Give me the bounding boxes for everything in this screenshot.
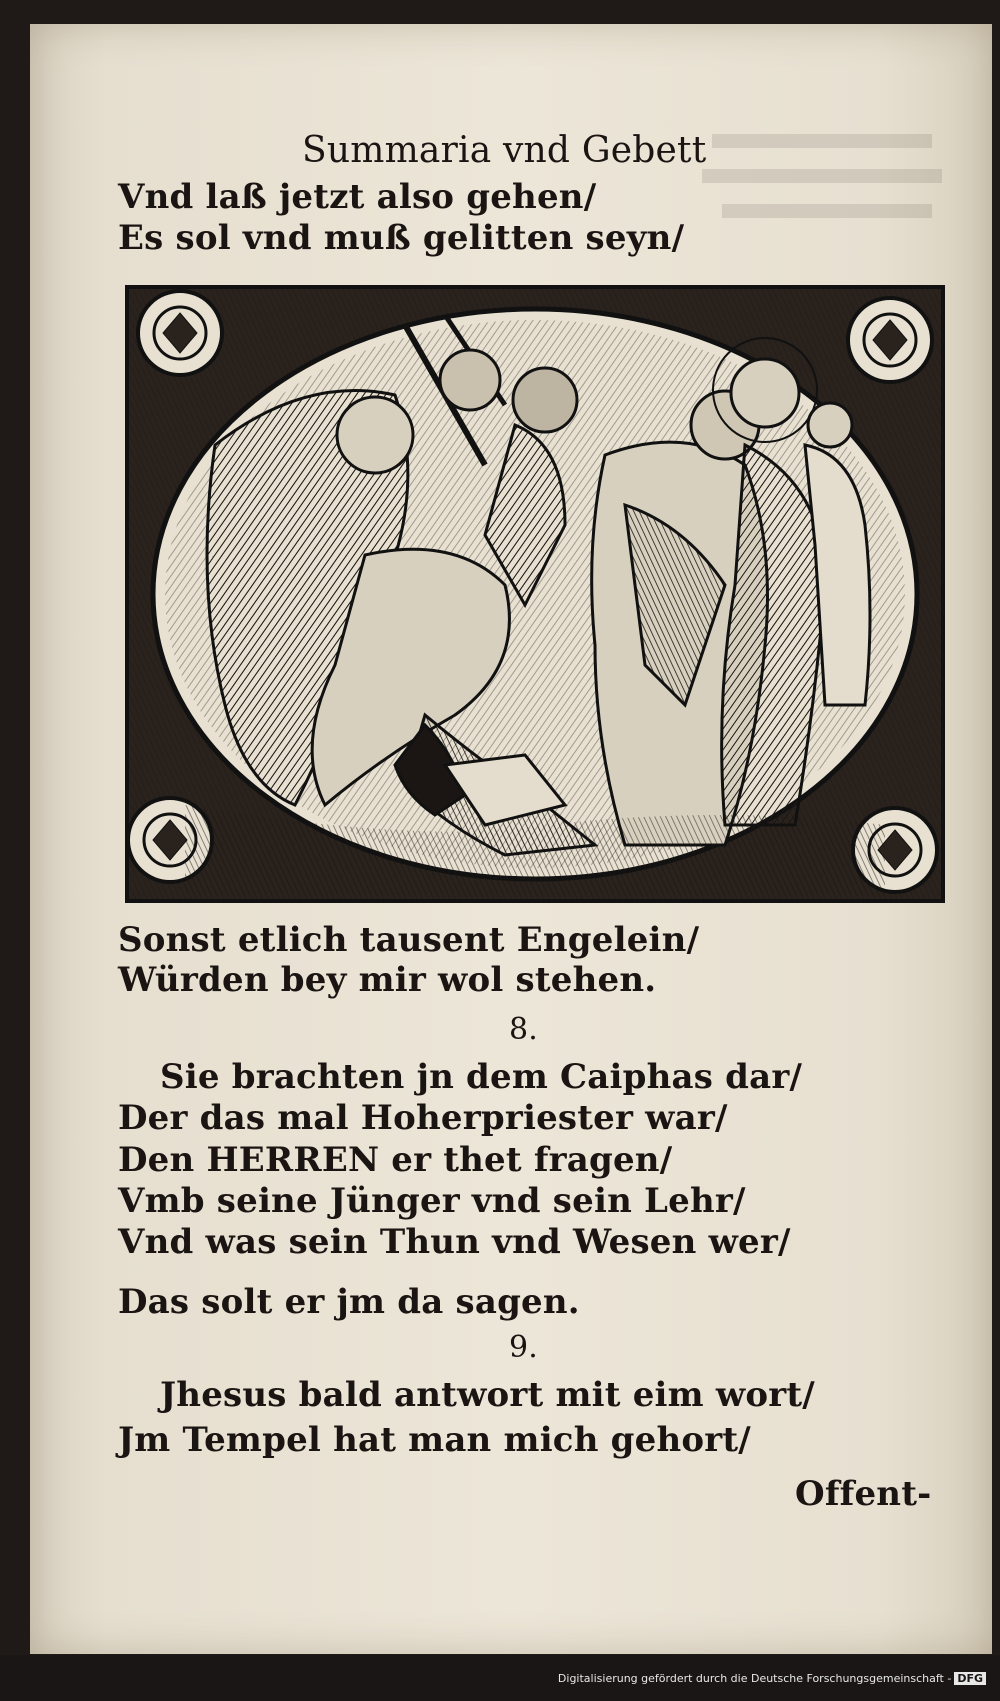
verse-line: Das solt er jm da sagen. — [118, 1282, 580, 1322]
catchword: Offent- — [795, 1474, 932, 1514]
show-through-text — [702, 114, 962, 314]
funding-credit — [558, 1672, 986, 1685]
verse-line: Vnd was sein Thun vnd Wesen wer/ — [118, 1222, 791, 1262]
stanza-number: 9. — [509, 1330, 539, 1365]
woodcut-illustration — [125, 285, 945, 903]
verse-line: Der das mal Hoherpriester war/ — [118, 1098, 728, 1138]
credit-text: Digitalisierung gefördert durch die Deutsche Forschungsgemeinschaft - — [557, 1672, 952, 1685]
footer-bar — [0, 1655, 1000, 1701]
corner-medallion — [138, 291, 222, 375]
verse-line: Sonst etlich tausent Engelein/ — [118, 920, 700, 960]
verse-line: Würden bey mir wol stehen. — [118, 960, 657, 1000]
verse-line: Jhesus bald antwort mit eim wort/ — [160, 1375, 815, 1415]
corner-medallion — [848, 298, 932, 382]
verse-line: Sie brachten jn dem Caiphas dar/ — [160, 1057, 803, 1097]
verse-line: Den HERREN er thet fragen/ — [118, 1140, 673, 1180]
verse-line: Vnd laß jetzt also gehen/ — [118, 177, 597, 217]
stanza-number: 8. — [509, 1012, 539, 1047]
verse-line: Es sol vnd muß gelitten seyn/ — [118, 218, 685, 258]
dfg-logo: DFG — [954, 1672, 986, 1685]
running-header: Summaria vnd Gebett — [302, 130, 707, 171]
verse-line: Jm Tempel hat man mich gehort/ — [118, 1420, 751, 1460]
verse-line: Vmb seine Jünger vnd sein Lehr/ — [118, 1181, 746, 1221]
